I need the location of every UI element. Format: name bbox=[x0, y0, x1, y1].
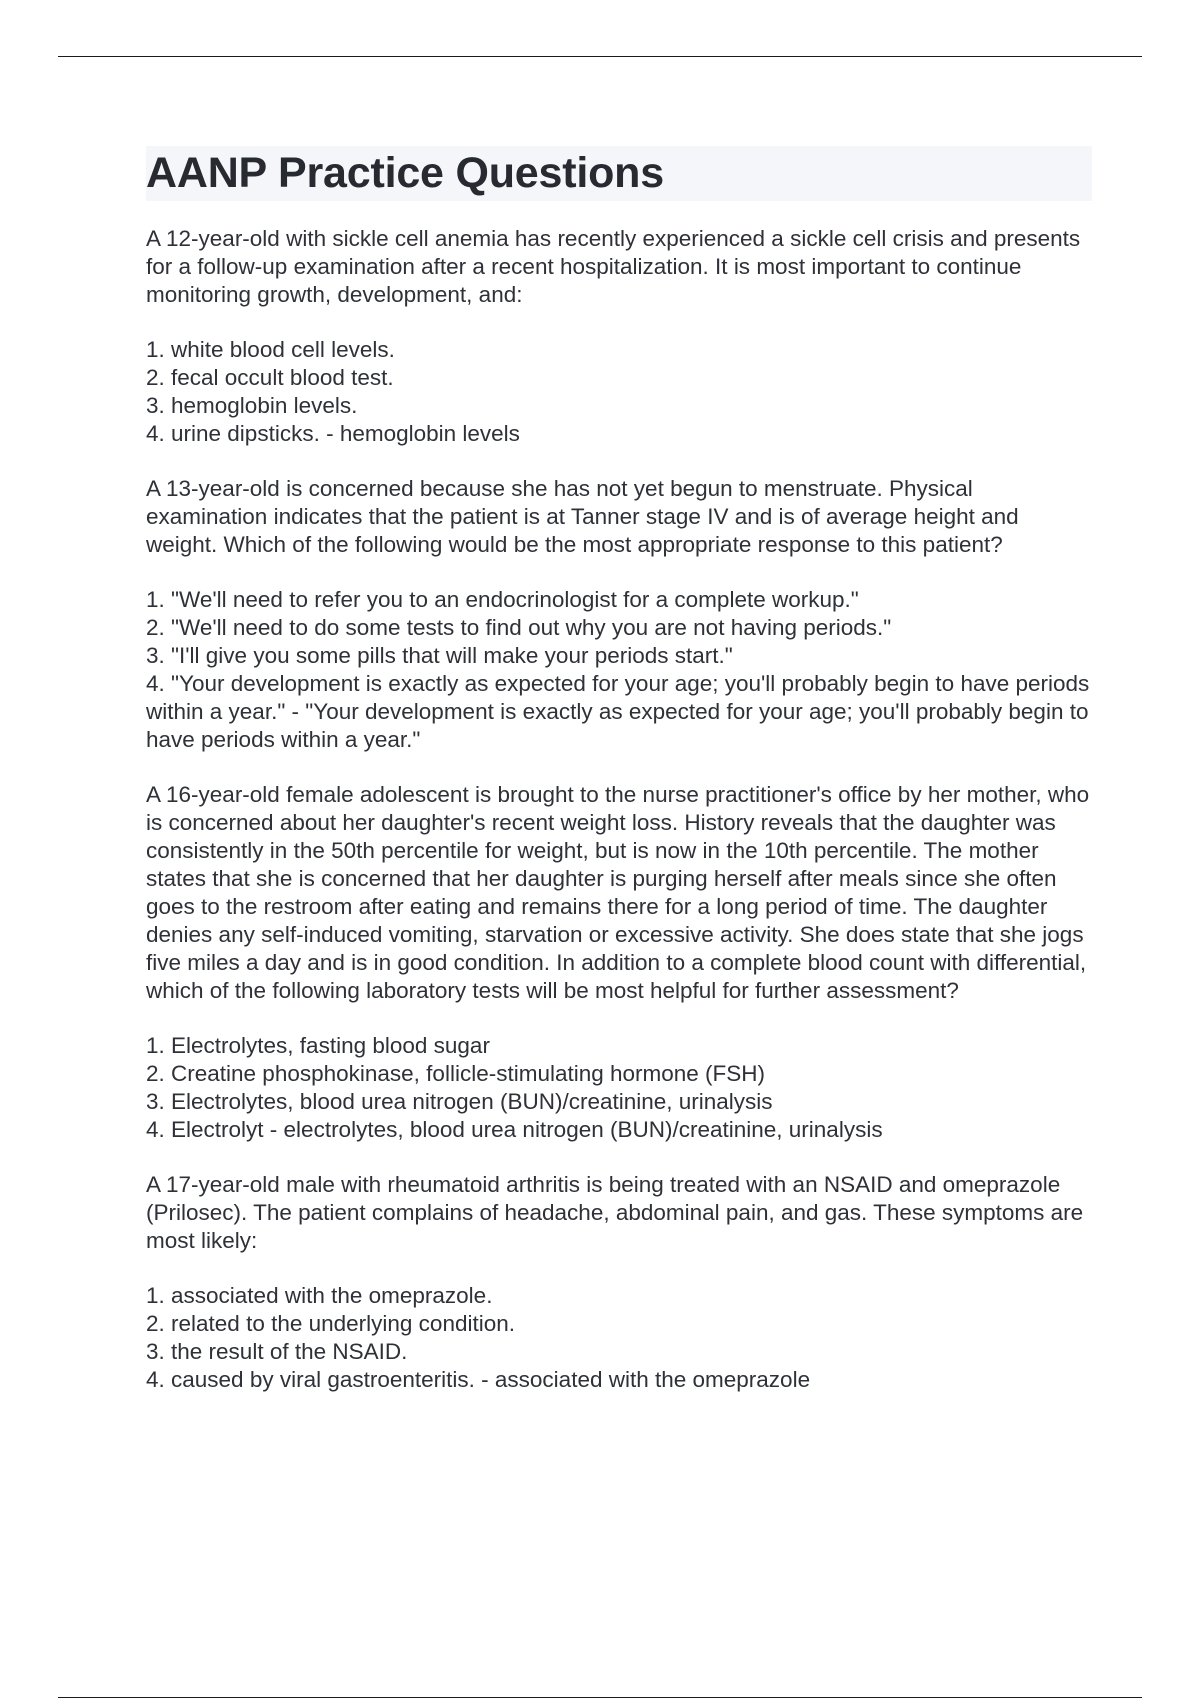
answer-option: 4. Electrolyt - electrolytes, blood urea nitrogen (BUN)/creatinine, urinalysis bbox=[146, 1117, 883, 1142]
answer-option: 2. fecal occult blood test. bbox=[146, 365, 394, 390]
answer-options bbox=[146, 586, 1092, 754]
question-block-3 bbox=[146, 781, 1092, 1144]
answer-option: 2. related to the underlying condition. bbox=[146, 1311, 515, 1336]
answer-option: 2. Creatine phosphokinase, follicle-stimulating hormone (FSH) bbox=[146, 1061, 766, 1086]
answer-option: 1. "We'll need to refer you to an endocrinologist for a complete workup." bbox=[146, 587, 859, 612]
answer-option: 4. caused by viral gastroenteritis. - associated with the omeprazole bbox=[146, 1367, 811, 1392]
answer-option: 3. hemoglobin levels. bbox=[146, 393, 358, 418]
document-body bbox=[146, 146, 1092, 1394]
question-block-2 bbox=[146, 475, 1092, 754]
question-block-4 bbox=[146, 1171, 1092, 1394]
answer-option: 2. "We'll need to do some tests to find out why you are not having periods." bbox=[146, 615, 892, 640]
answer-options bbox=[146, 1032, 1092, 1144]
answer-option: 3. "I'll give you some pills that will make your periods start." bbox=[146, 643, 733, 668]
top-rule bbox=[58, 56, 1142, 57]
answer-option: 4. "Your development is exactly as expected for your age; you'll probably begin to have periods within a year." - "Your development is exactly as expected for your age; you'll probably begin to have periods within a year." bbox=[146, 671, 1090, 752]
answer-option: 3. the result of the NSAID. bbox=[146, 1339, 408, 1364]
answer-options bbox=[146, 336, 1092, 448]
answer-options bbox=[146, 1282, 1092, 1394]
question-stem: A 12-year-old with sickle cell anemia has recently experienced a sickle cell crisis and presents for a follow-up examination after a recent hospitalization. It is most important to continue monitoring growth, development, and: bbox=[146, 226, 1081, 307]
answer-option: 3. Electrolytes, blood urea nitrogen (BUN)/creatinine, urinalysis bbox=[146, 1089, 773, 1114]
question-stem: A 13-year-old is concerned because she has not yet begun to menstruate. Physical examination indicates that the patient is at Tanner stage IV and is of average height and weight. Which of the following would be the most appropriate response to this patient? bbox=[146, 476, 1019, 557]
question-stem: A 16-year-old female adolescent is brought to the nurse practitioner's office by her mother, who is concerned about her daughter's recent weight loss. History reveals that the daughter was consistently in the 50th percentile for weight, but is now in the 10th percentile. The mother states that she is concerned that her daughter is purging herself after meals since she often goes to the restroom after eating and remains there for a long period of time. The daughter denies any self-induced vomiting, starvation or excessive activity. She does state that she jogs five miles a day and is in good condition. In addition to a complete blood count with differential, which of the following laboratory tests will be most helpful for further assessment? bbox=[146, 782, 1090, 1003]
page-title: AANP Practice Questions bbox=[146, 149, 664, 197]
title-bar bbox=[146, 146, 1092, 201]
answer-option: 4. urine dipsticks. - hemoglobin levels bbox=[146, 421, 520, 446]
bottom-rule bbox=[58, 1697, 1142, 1698]
answer-option: 1. Electrolytes, fasting blood sugar bbox=[146, 1033, 490, 1058]
question-block-1 bbox=[146, 225, 1092, 448]
answer-option: 1. associated with the omeprazole. bbox=[146, 1283, 493, 1308]
question-stem: A 17-year-old male with rheumatoid arthritis is being treated with an NSAID and omeprazole (Prilosec). The patient complains of headache, abdominal pain, and gas. These symptoms are most likely: bbox=[146, 1172, 1084, 1253]
answer-option: 1. white blood cell levels. bbox=[146, 337, 395, 362]
